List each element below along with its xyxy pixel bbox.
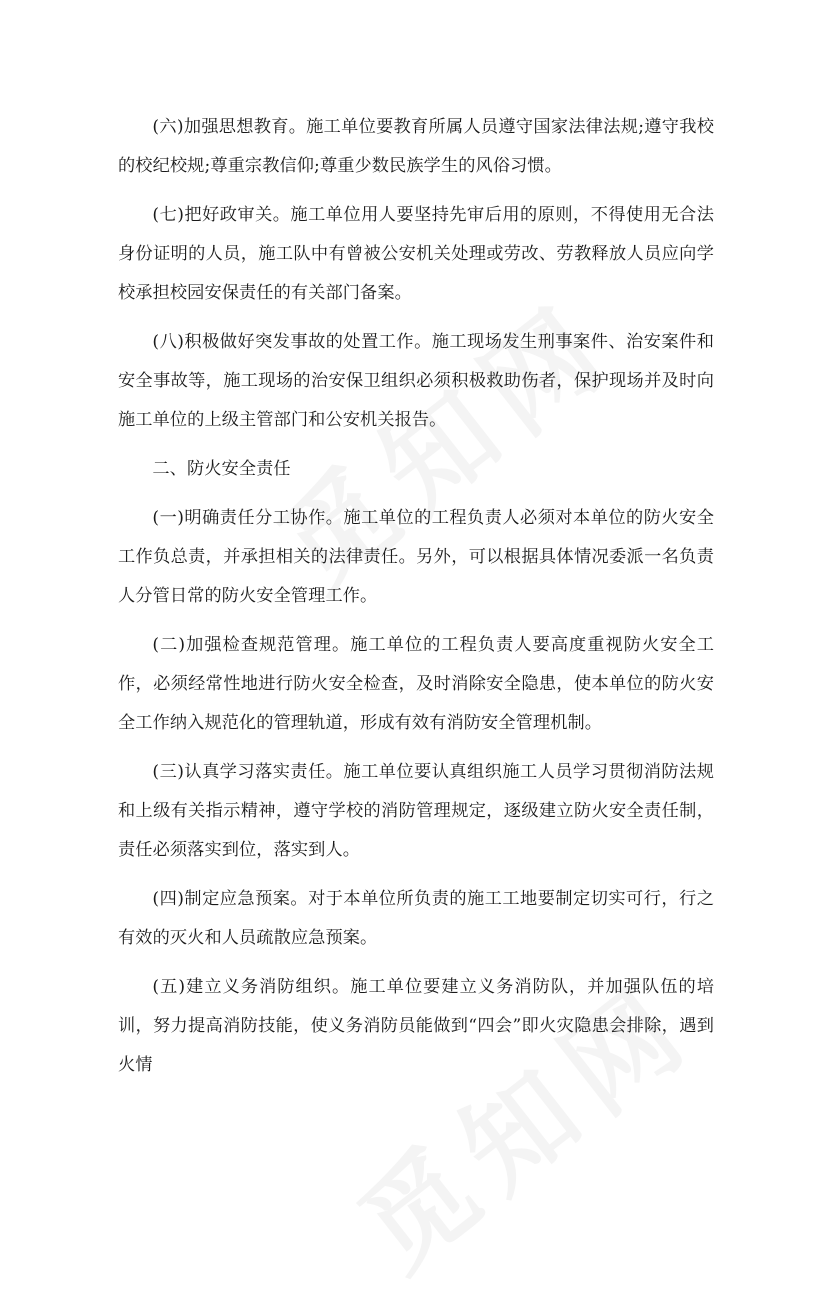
paragraph: (四)制定应急预案。对于本单位所负责的施工工地要制定切实可行，行之有效的灭火和人员疏散应急预案。 [118, 889, 714, 948]
section-heading: 二、防火安全责任 [152, 459, 291, 479]
paragraph: (二)加强检查规范管理。施工单位的工程负责人要高度重视防火安全工作，必须经常性地进行防火安全检查，及时消除安全隐患，使本单位的防火安全工作纳入规范化的管理轨道，形成有效有消防安全管理机制。 [118, 635, 714, 733]
paragraph: (八)积极做好突发事故的处置工作。施工现场发生刑事案件、治安案件和安全事故等，施工现场的治安保卫组织必须积极救助伤者，保护现场并及时向施工单位的上级主管部门和公安机关报告。 [118, 332, 714, 430]
paragraph: (三)认真学习落实责任。施工单位要认真组织施工人员学习贯彻消防法规和上级有关指示精神，遵守学校的消防管理规定，逐级建立防火安全责任制，责任必须落实到位，落实到人。 [118, 762, 714, 860]
paragraph: (六)加强思想教育。施工单位要教育所属人员遵守国家法律法规;遵守我校的校纪校规;尊重宗教信仰;尊重少数民族学生的风俗习惯。 [118, 117, 714, 176]
paragraph: (五)建立义务消防组织。施工单位要建立义务消防队，并加强队伍的培训，努力提高消防技能，使义务消防员能做到“四会”即火灾隐患会排除，遇到火情 [118, 977, 714, 1075]
paragraph: (一)明确责任分工协作。施工单位的工程负责人必须对本单位的防火安全工作负总责，并承担相关的法律责任。另外，可以根据具体情况委派一名负责人分管日常的防火安全管理工作。 [118, 508, 714, 606]
paragraph: (七)把好政审关。施工单位用人要坚持先审后用的原则，不得使用无合法身份证明的人员，施工队中有曾被公安机关处理或劳改、劳教释放人员应向学校承担校园安保责任的有关部门备案。 [118, 205, 714, 303]
document-body [118, 108, 714, 1095]
